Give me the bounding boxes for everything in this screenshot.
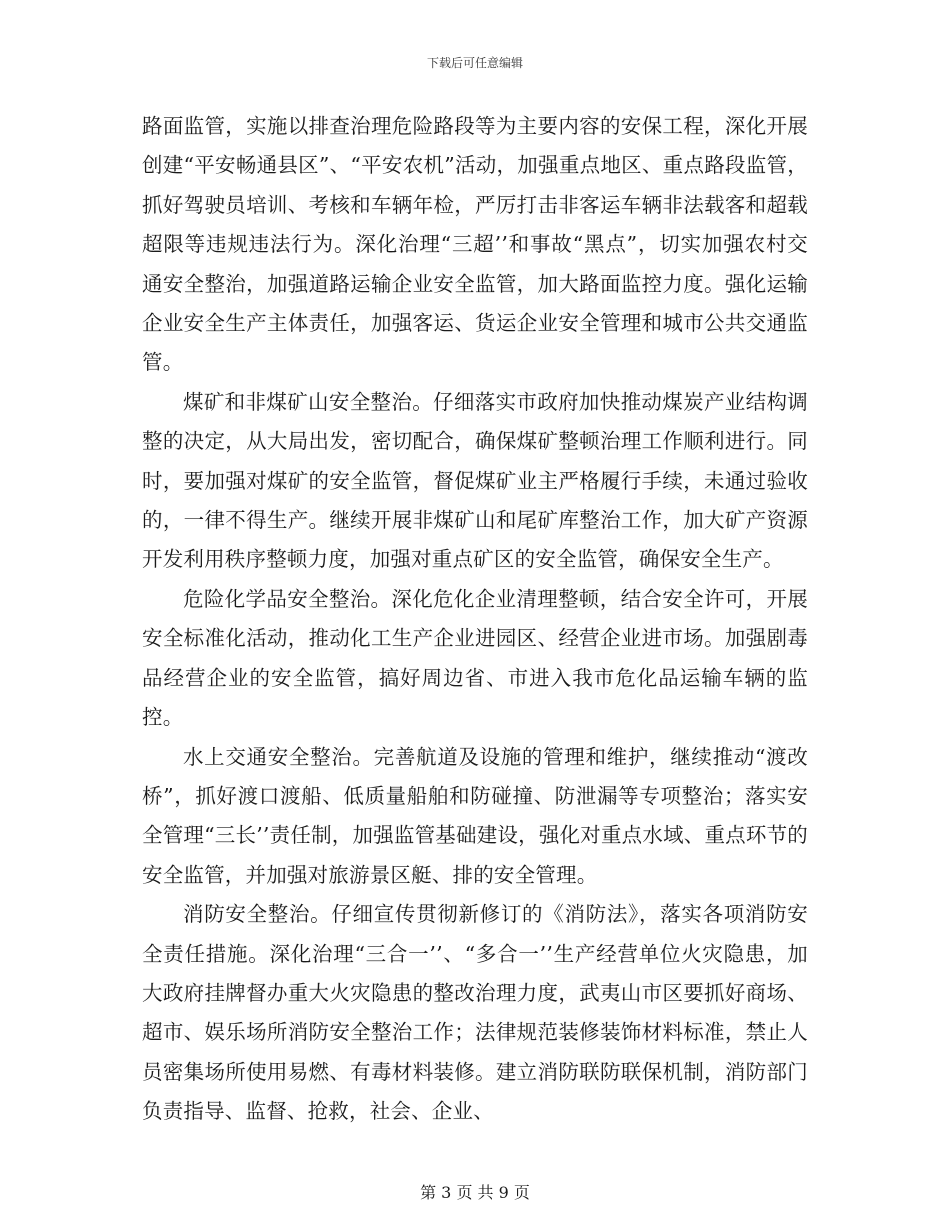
page-number: 第 3 页 共 9 页 <box>420 1183 530 1202</box>
paragraph-road-traffic: 路面监管，实施以排查治理危险路段等为主要内容的安保工程，深化开展创建“平安畅通县区”、“平安农机”活动，加强重点地区、重点路段监管，抓好驾驶员培训、考核和车辆年检，严厉打击非客运车辆非法载客和超载超限等违规违法行为。深化治理“三超’’和事故“黑点”，切实加强农村交通安全整治，加强道路运输企业安全监管，加大路面监控力度。强化运输企业安全生产主体责任，加强客运、货运企业安全管理和城市公共交通监管。 <box>142 114 808 375</box>
header-note: 下载后可任意编辑 <box>426 56 523 70</box>
paragraph-coal-mine: 煤矿和非煤矿山安全整治。仔细落实市政府加快推动煤炭产业结构调整的决定，从大局出发，密切配合，确保煤矿整顿治理工作顺利进行。同时，要加强对煤矿的安全监管，督促煤矿业主严格履行手续，未通过验收的，一律不得生产。继续开展非煤矿山和尾矿库整治工作，加大矿产资源开发利用秩序整顿力度，加强对重点矿区的安全监管，确保安全生产。 <box>142 389 808 572</box>
paragraph-fire-safety: 消防安全整治。仔细宣传贯彻新修订的《消防法》，落实各项消防安全责任措施。深化治理“三合一’’、“多合一’’生产经营单位火灾隐患，加大政府挂牌督办重大火灾隐患的整改治理力度，武夷山市区要抓好商场、超市、娱乐场所消防安全整治工作；法律规范装修装饰材料标准，禁止人员密集场所使用易燃、有毒材料装修。建立消防联防联保机制，消防部门负责指导、监督、抢救，社会、企业、 <box>142 902 808 1124</box>
paragraph-water-traffic: 水上交通安全整治。完善航道及设施的管理和维护，继续推动“渡改桥”，抓好渡口渡船、低质量船舶和防碰撞、防泄漏等专项整治；落实安全管理“三长’’责任制，加强监管基础建设，强化对重点水域、重点环节的安全监管，并加强对旅游景区艇、排的安全管理。 <box>142 744 808 887</box>
paragraph-hazardous-chemicals: 危险化学品安全整治。深化危化企业清理整顿，结合安全许可，开展安全标准化活动，推动化工生产企业进园区、经营企业进市场。加强剧毒品经营企业的安全监管，搞好周边省、市进入我市危化品运输车辆的监控。 <box>142 586 808 730</box>
document-body <box>142 107 808 1132</box>
